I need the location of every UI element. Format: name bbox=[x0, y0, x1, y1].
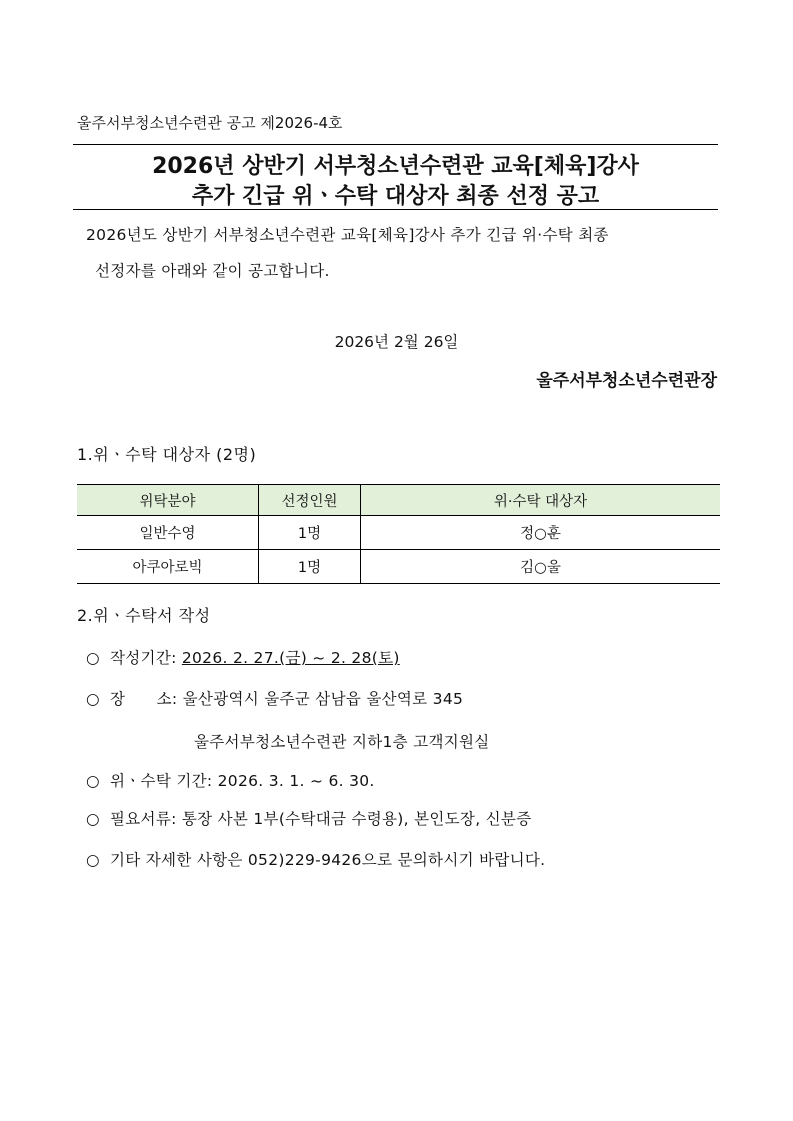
period-label: 작성기간: bbox=[110, 649, 182, 667]
cell-field: 일반수영 bbox=[77, 516, 259, 550]
header-field: 위탁분야 bbox=[77, 485, 259, 516]
place-line-1: 장 소: 울산광역시 울주군 삼남읍 울산역로 345 bbox=[110, 690, 464, 708]
term-text: 위ㆍ수탁 기간: 2026. 3. 1. ~ 6. 30. bbox=[110, 772, 375, 790]
table-row bbox=[77, 550, 720, 584]
documents-item bbox=[86, 807, 531, 829]
cell-count: 1명 bbox=[259, 550, 361, 584]
table-row bbox=[77, 516, 720, 550]
cell-field: 아쿠아로빅 bbox=[77, 550, 259, 584]
cell-selectee: 정○훈 bbox=[361, 516, 721, 550]
title-line-2: 추가 긴급 위ㆍ수탁 대상자 최종 선정 공고 bbox=[191, 184, 600, 209]
bullet-circle-icon: ○ bbox=[86, 810, 100, 828]
place-item bbox=[86, 687, 463, 709]
bullet-circle-icon: ○ bbox=[86, 690, 100, 708]
notice-date: 2026년 2월 26일 bbox=[334, 333, 459, 351]
documents-text: 필요서류: 통장 사본 1부(수탁대금 수령용), 본인도장, 신분증 bbox=[110, 810, 532, 828]
title-line-1: 2026년 상반기 서부청소년수련관 교육[체육]강사 bbox=[152, 154, 639, 179]
intro-line-2: 선정자를 아래와 같이 공고합니다. bbox=[95, 262, 330, 280]
contact-text: 기타 자세한 사항은 052)229-9426으로 문의하시기 바랍니다. bbox=[110, 851, 546, 869]
bullet-circle-icon: ○ bbox=[86, 851, 100, 869]
bullet-circle-icon: ○ bbox=[86, 772, 100, 790]
issuer-name: 울주서부청소년수련관장 bbox=[536, 371, 717, 391]
term-item bbox=[86, 769, 375, 791]
notice-number: 울주서부청소년수련관 공고 제2026-4호 bbox=[77, 114, 343, 132]
cell-count: 1명 bbox=[259, 516, 361, 550]
selection-table bbox=[77, 484, 720, 584]
period-value: 2026. 2. 27.(금) ~ 2. 28(토) bbox=[181, 649, 400, 667]
bullet-circle-icon: ○ bbox=[86, 649, 100, 667]
table-header-row bbox=[77, 485, 720, 516]
place-line-2: 울주서부청소년수련관 지하1층 고객지원실 bbox=[194, 733, 490, 751]
section-1-heading: 1.위ㆍ수탁 대상자 (2명) bbox=[77, 445, 257, 464]
header-selectee: 위·수탁 대상자 bbox=[361, 485, 721, 516]
title-bottom-rule bbox=[73, 209, 718, 210]
cell-selectee: 김○울 bbox=[361, 550, 721, 584]
period-item bbox=[86, 646, 400, 668]
contact-item bbox=[86, 848, 545, 870]
title-top-rule bbox=[73, 144, 718, 145]
header-count: 선정인원 bbox=[259, 485, 361, 516]
intro-line-1: 2026년도 상반기 서부청소년수련관 교육[체육]강사 추가 긴급 위·수탁 최종 bbox=[86, 226, 609, 244]
section-2-heading: 2.위ㆍ수탁서 작성 bbox=[77, 606, 211, 625]
